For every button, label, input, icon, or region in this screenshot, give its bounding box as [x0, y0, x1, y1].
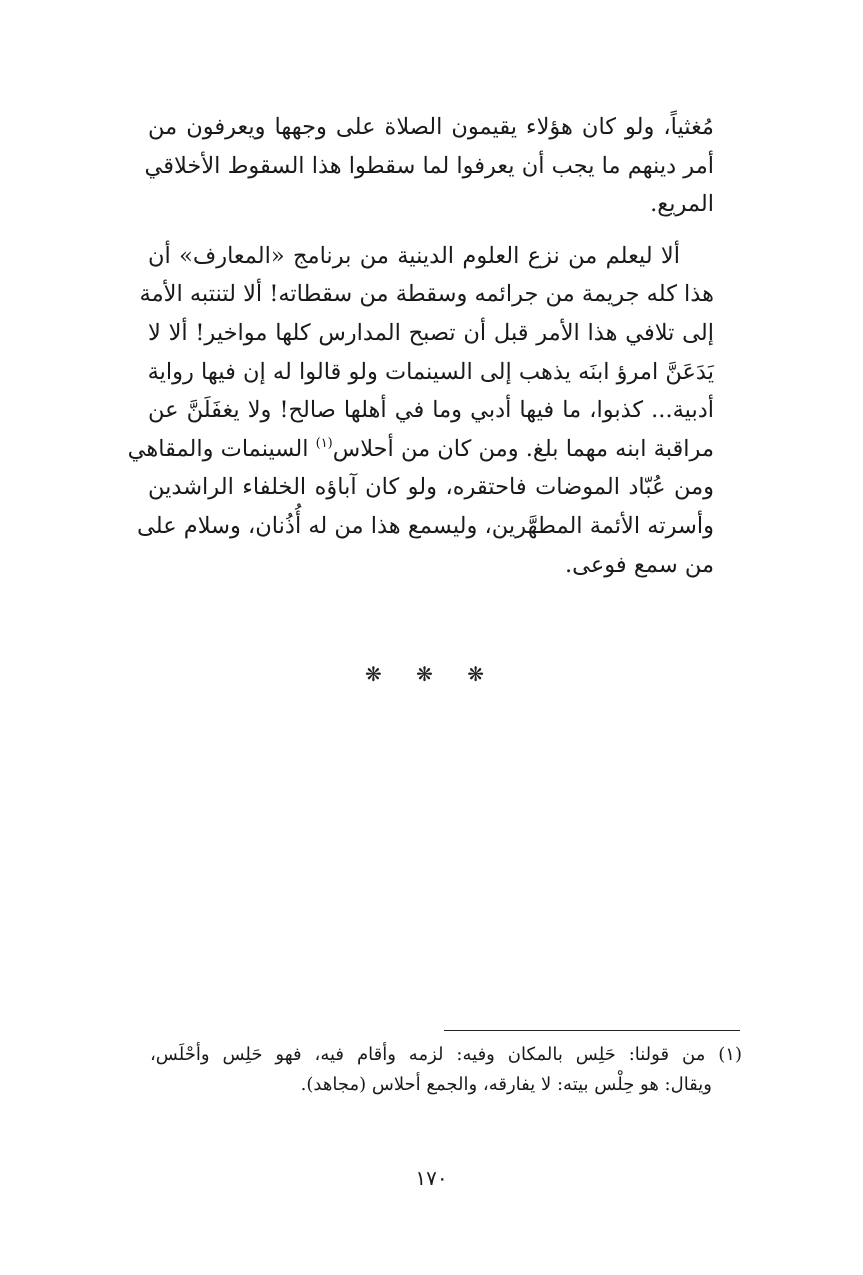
paragraph-2: [127, 237, 714, 584]
paragraph-1: [144, 108, 714, 224]
text-line: وأسرته الأئمة المطهَّرين، وليسمع هذا من له أُذُنان، وسلام على: [137, 512, 714, 539]
text-line: المريع.: [650, 191, 714, 218]
text-line: ومن عُبّاد الموضات فاحتقره، ولو كان آباؤه الخلفاء الراشدين: [148, 474, 714, 501]
text-segment: السينمات والمقاهي: [127, 435, 309, 462]
footnote-reference[interactable]: (١): [315, 435, 333, 451]
text-line: مُغثياً، ولو كان هؤلاء يقيمون الصلاة على وجهها ويعرفون من: [148, 114, 714, 140]
footnotes: [150, 1040, 742, 1100]
text-line: أمر دينهم ما يجب أن يعرفوا لما سقطوا هذا السقوط الأخلاقي: [144, 152, 714, 179]
footnote-line: (١) من قولنا: حَلِس بالمكان وفيه: لزمه وأقام فيه، فهو حَلِس وأحْلَس،: [150, 1044, 742, 1065]
footnote-divider: [444, 1030, 740, 1031]
text-line: هذا كله جريمة من جرائمه وسقطة من سقطاته! ألا لتنتبه الأمة: [139, 281, 714, 308]
text-line: من سمع فوعى.: [564, 551, 714, 578]
text-segment: مراقبة ابنه مهما بلغ. ومن كان من أحلاس: [332, 435, 714, 462]
footnote-line: ويقال: هو حِلْس بيته: لا يفارقه، والجمع أحلاس (مجاهد).: [300, 1074, 712, 1095]
text-line-with-footnote: [127, 430, 714, 469]
text-line: ألا ليعلم من نزع العلوم الدينية من برنامج «المعارف» أن: [148, 242, 680, 269]
text-line: إلى تلافي هذا الأمر قبل أن تصبح المدارس كلها مواخير! ألا لا: [148, 319, 714, 346]
text-line: أدبية... كذبوا، ما فيها أدبي وما في أهلها صالح! ولا يغفَلَنَّ عن: [148, 397, 714, 424]
section-separator: ❋ ❋ ❋: [365, 662, 498, 686]
paragraph-gap: [148, 224, 714, 237]
text-line: يَدَعَنَّ امرؤ ابنَه يذهب إلى السينمات ولو قالوا له إن فيها رواية: [147, 358, 714, 385]
main-text: [127, 108, 714, 584]
page-number: ١٧٠: [415, 1166, 448, 1190]
